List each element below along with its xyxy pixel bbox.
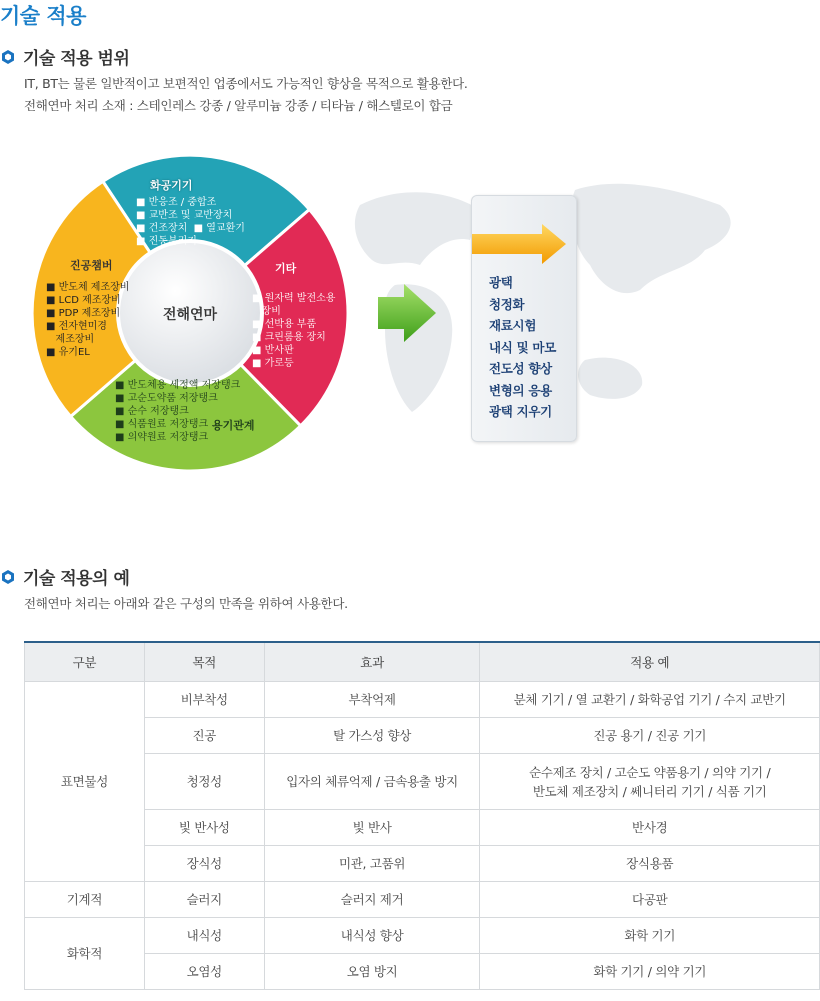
effect-item: 청정화 <box>489 296 525 312</box>
scope-line: IT, BT는 물론 일반적이고 보편적인 업종에서도 가능적인 향상을 목적으로 활용한다. <box>24 76 468 91</box>
list-item: ■ PDP 제조장비 <box>46 308 121 319</box>
list-item: ■ 반사판 <box>252 345 294 356</box>
list-item: ■ 원자력 발전소용 <box>252 293 336 304</box>
scope-heading <box>0 44 129 69</box>
page-title: 기술 적용 <box>0 4 86 28</box>
effect-item: 전도성 향상 <box>489 361 552 376</box>
effects-list <box>489 272 556 423</box>
purpose-cell: 비부착성 <box>144 682 264 718</box>
list-item: ■ 고순도약품 저장탱크 <box>115 393 218 404</box>
effect-cell: 내식성 향상 <box>264 918 480 954</box>
list-item: ■ 유기EL <box>46 347 90 358</box>
column-header: 구분 <box>25 642 145 682</box>
column-header: 효과 <box>264 642 480 682</box>
examples-heading-text: 기술 적용의 예 <box>23 569 130 589</box>
table-row <box>25 682 820 718</box>
effects-arrow-icon <box>472 222 568 266</box>
list-item: ■ 교반조 및 교반장치 <box>136 210 233 221</box>
purpose-cell: 슬러지 <box>144 882 264 918</box>
list-item: ■ 선박용 부품 <box>252 319 317 330</box>
effect-item: 재료시험 <box>489 318 537 333</box>
effect-cell: 슬러지 제거 <box>264 882 480 918</box>
effect-cell: 부착억제 <box>264 682 480 718</box>
effect-cell: 입자의 체류억제 / 금속용출 방지 <box>264 754 480 810</box>
effect-item: 내식 및 마모 <box>489 339 556 355</box>
list-item: ■ 식품원료 저장탱크 <box>115 419 209 430</box>
effect-cell: 미관, 고품위 <box>264 846 480 882</box>
scope-description <box>24 73 468 117</box>
column-header: 적용 예 <box>480 642 820 682</box>
hexagon-bullet-icon <box>0 49 16 65</box>
purpose-cell: 청정성 <box>144 754 264 810</box>
column-header: 목적 <box>144 642 264 682</box>
hexagon-bullet-icon <box>0 569 16 585</box>
list-item: 장비 <box>261 306 281 317</box>
segment-vacuum-title: 진공챔버 <box>70 259 113 272</box>
segment-chemical-title: 화공기기 <box>150 179 193 192</box>
table-row <box>25 846 820 882</box>
effect-cell: 오염 방지 <box>264 954 480 990</box>
effect-item: 변형의 응용 <box>489 382 552 398</box>
list-item: ■ 전자현미경 <box>46 321 107 332</box>
table-row <box>25 754 820 810</box>
table-row <box>25 882 820 918</box>
table-row <box>25 718 820 754</box>
category-cell: 표면물성 <box>25 682 145 882</box>
example-line: 순수제조 장치 / 고순도 약품용기 / 의약 기기 / <box>529 764 771 780</box>
example-cell: 반사경 <box>480 810 820 846</box>
examples-description: 전해연마 처리는 아래와 같은 구성의 만족을 위하여 사용한다. <box>24 596 348 611</box>
category-cell: 화학적 <box>25 918 145 990</box>
example-cell: 화학 기기 <box>480 918 820 954</box>
table-row <box>25 954 820 990</box>
purpose-cell: 진공 <box>144 718 264 754</box>
table-header-row <box>25 642 820 682</box>
effect-item: 광택 <box>489 275 513 290</box>
scope-heading-text: 기술 적용 범위 <box>23 49 130 69</box>
effect-cell: 빛 반사 <box>264 810 480 846</box>
list-item: ■ 의약원료 저장탱크 <box>115 432 209 443</box>
segment-etc-list <box>252 292 335 370</box>
list-item: 제조장비 <box>55 334 95 345</box>
scope-line: 전해연마 처리 소재 : 스테인레스 강종 / 알루미늄 강종 / 티타늄 / 해스텔로이 합금 <box>24 98 453 113</box>
purpose-cell: 내식성 <box>144 918 264 954</box>
example-cell: 화학 기기 / 의약 기기 <box>480 954 820 990</box>
category-cell: 기계적 <box>25 882 145 918</box>
list-item: ■ LCD 제조장비 <box>46 295 121 306</box>
example-cell: 진공 용기 / 진공 기기 <box>480 718 820 754</box>
example-cell: 분체 기기 / 열 교환기 / 화학공업 기기 / 수지 교반기 <box>480 682 820 718</box>
table-row <box>25 918 820 954</box>
example-cell: 다공판 <box>480 882 820 918</box>
list-item: ■ 크린룸용 장치 <box>252 332 326 343</box>
segment-container-list <box>115 379 240 444</box>
list-item: ■ 진동분리기 <box>136 236 197 247</box>
application-diagram <box>0 150 820 480</box>
purpose-cell: 오염성 <box>144 954 264 990</box>
list-item: ■ 가로등 <box>252 358 294 369</box>
example-cell <box>480 754 820 810</box>
list-item: ■ 반도체용 세정액 저장탱크 <box>115 380 241 391</box>
segment-chemical-list <box>136 196 245 248</box>
examples-heading <box>0 564 129 589</box>
effects-panel <box>471 195 577 442</box>
segment-etc-title: 기타 <box>275 262 297 275</box>
list-item: ■ 건조장치 ■ 열교환기 <box>136 223 245 234</box>
purpose-cell: 장식성 <box>144 846 264 882</box>
example-cell: 장식용품 <box>480 846 820 882</box>
list-item: ■ 순수 저장탱크 <box>115 406 189 417</box>
application-table <box>24 641 820 990</box>
table-row <box>25 810 820 846</box>
segment-vacuum-list <box>46 281 129 359</box>
center-label: 전해연마 <box>162 307 218 323</box>
effect-item: 광택 지우기 <box>489 404 552 419</box>
list-item: ■ 반응조 / 중합조 <box>136 197 217 208</box>
purpose-cell: 빛 반사성 <box>144 810 264 846</box>
example-line: 반도체 제조장치 / 쎄니터리 기기 / 식품 기기 <box>532 783 767 799</box>
segment-container-title: 용기관계 <box>212 419 255 432</box>
effect-cell: 탈 가스성 향상 <box>264 718 480 754</box>
list-item: ■ 반도체 제조장비 <box>46 282 130 293</box>
